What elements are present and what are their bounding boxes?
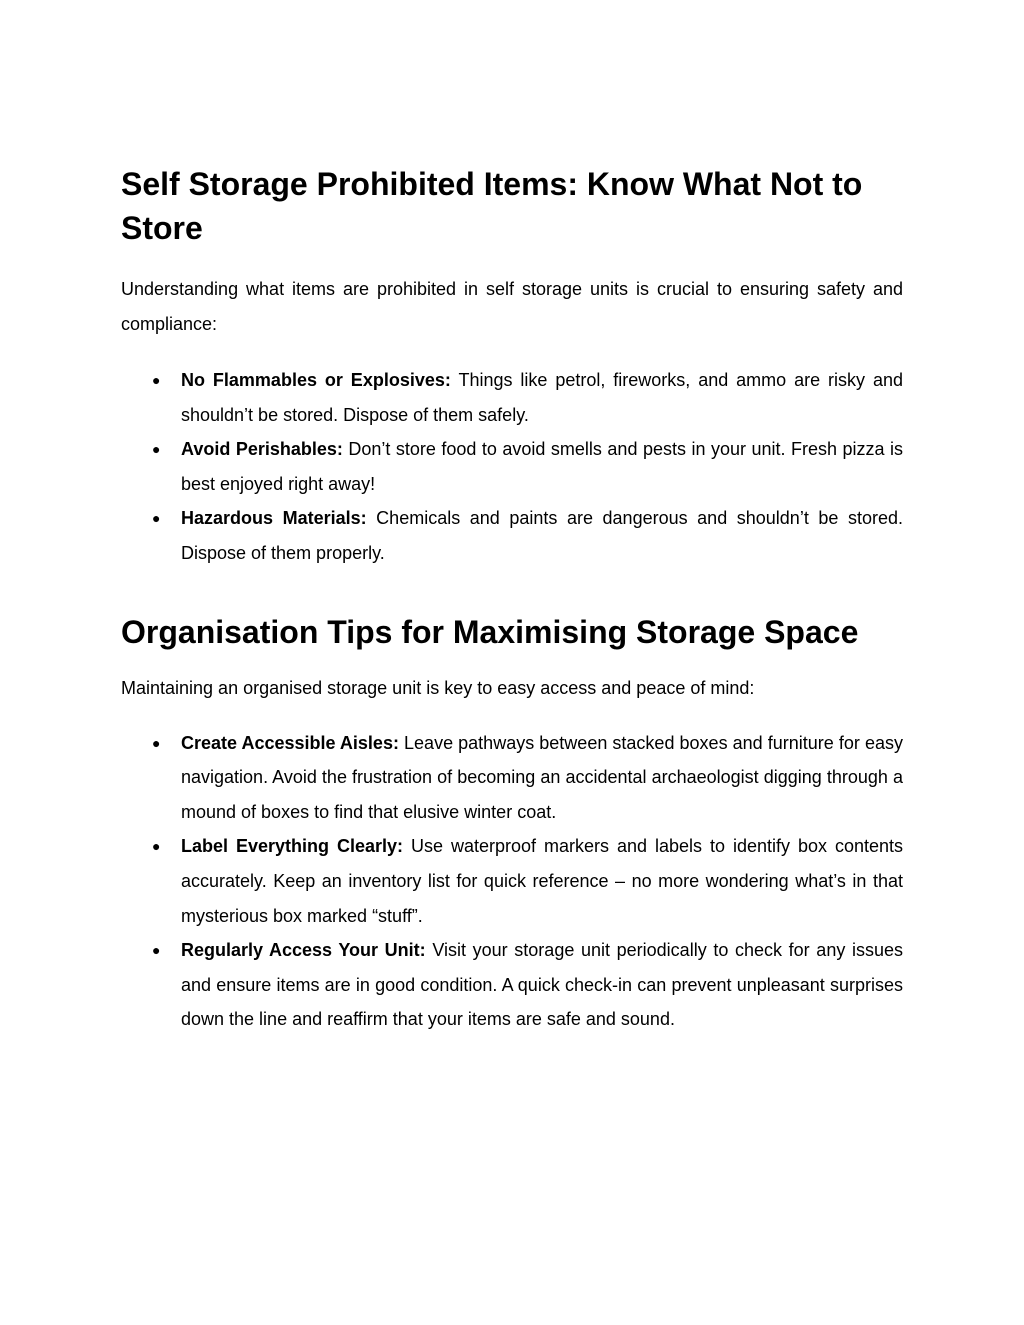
section-intro-organisation-tips: Maintaining an organised storage unit is key to easy access and peace of mind: — [121, 677, 755, 698]
list-item-lead: Label Everything Clearly: — [181, 836, 404, 857]
bullet-icon: ● — [152, 372, 161, 388]
prohibited-items-list — [121, 363, 903, 571]
section-heading-prohibited-items: Self Storage Prohibited Items: Know What Not to Store — [121, 166, 863, 246]
list-item — [121, 432, 903, 501]
list-item — [121, 363, 903, 432]
list-item-lead: Hazardous Materials: — [181, 508, 367, 529]
list-item-text: Visit your storage unit periodically to check for any issues and ensure items are in good condition. A quick check-in can prevent unpleasant surprises down the line and reaffirm that your items are safe and sound. — [181, 940, 903, 1030]
list-item-text: Chemicals and paints are dangerous and shouldn’t be stored. Dispose of them properly. — [181, 508, 903, 563]
list-item-text: Don’t store food to avoid smells and pests in your unit. Fresh pizza is best enjoyed right away! — [181, 439, 903, 494]
list-item-text: Things like petrol, fireworks, and ammo are risky and shouldn’t be stored. Dispose of them safely. — [181, 370, 903, 425]
list-item — [121, 933, 903, 1037]
section-heading-organisation-tips: Organisation Tips for Maximising Storage Space — [121, 613, 859, 650]
list-item — [121, 726, 903, 830]
list-item-text: Use waterproof markers and labels to identify box contents accurately. Keep an inventory list for quick reference – no more wondering what’s in that mysterious box marked “stuff”. — [181, 836, 903, 926]
list-item-lead: Avoid Perishables: — [181, 439, 343, 460]
list-item-text: Leave pathways between stacked boxes and furniture for easy navigation. Avoid the frustration of becoming an accidental archaeologist digging through a mound of boxes to find that elusive winter coat. — [181, 732, 903, 822]
bullet-icon: ● — [152, 441, 161, 458]
list-item — [121, 829, 903, 933]
bullet-icon: ● — [152, 838, 161, 855]
list-item-lead: Create Accessible Aisles: — [181, 732, 399, 753]
bullet-icon: ● — [152, 942, 161, 959]
list-item-lead: No Flammables or Explosives: — [181, 370, 451, 390]
section-intro-prohibited-items: Understanding what items are prohibited in self storage units is crucial to ensuring safety and compliance: — [121, 279, 903, 334]
organisation-tips-list — [121, 726, 903, 1037]
bullet-icon: ● — [152, 734, 161, 751]
bullet-icon: ● — [152, 510, 161, 527]
list-item-lead: Regularly Access Your Unit: — [181, 940, 426, 961]
list-item — [121, 501, 903, 570]
document-page — [121, 162, 903, 1037]
